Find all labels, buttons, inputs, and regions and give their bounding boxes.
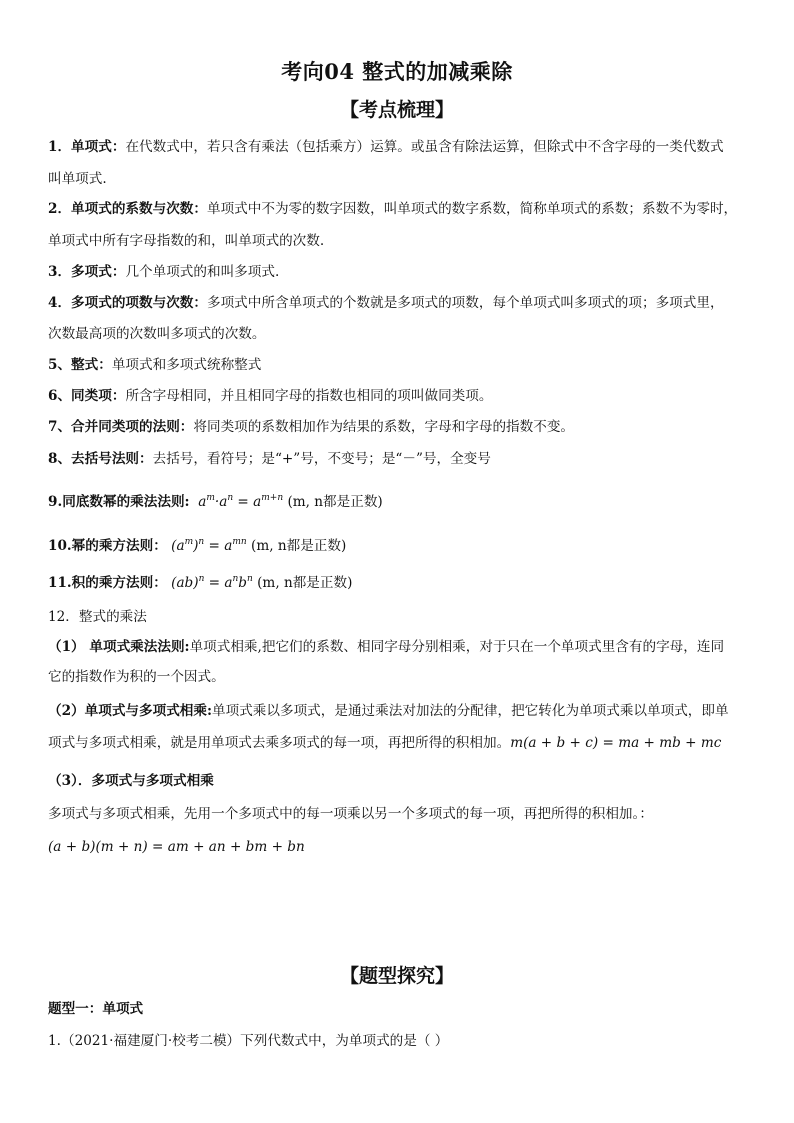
point-12-1-line-2: 它的指数作为积的一个因式。 [48, 669, 225, 685]
point-7-text: 将同类项的系数相加作为结果的系数，字母和字母的指数不变。 [193, 419, 575, 435]
point-9-label: 9.同底数幂的乘法法则: [48, 494, 190, 510]
point-9-condition: (m, n都是正数) [287, 494, 383, 510]
point-2-text: 单项式中不为零的数字因数，叫单项式的数字系数，简称单项式的系数；系数不为零时， [207, 201, 738, 217]
point-2-label: 2．单项式的系数与次数： [48, 201, 207, 217]
question-type-1-label: 题型一：单项式 [48, 1001, 144, 1017]
section-heading-key-points: 【考点梳理】 [339, 99, 454, 121]
point-12-1-label: （1） 单项式乘法法则: [48, 639, 190, 655]
point-11-condition: (m, n都是正数) [257, 575, 353, 591]
point-12-3-formula [48, 838, 758, 856]
point-3 [48, 263, 758, 281]
point-12-1-text: 单项式相乘,把它们的系数、相同字母分别相乘，对于只在一个单项式里含有的字母，连同 [189, 639, 725, 655]
point-12-heading: 12．整式的乘法 [48, 609, 147, 625]
point-9 [48, 489, 758, 511]
point-12-2-label: （2）单项式与多项式相乘: [48, 703, 213, 719]
point-11-label: 11.积的乘方法则： [48, 575, 167, 591]
point-2-line-1 [48, 200, 758, 218]
point-2-line-2: 单项式中所有字母指数的和，叫单项式的次数. [48, 233, 325, 249]
point-7-label: 7、合并同类项的法则： [48, 419, 194, 435]
point-8 [48, 450, 758, 468]
point-8-label: 8、去括号法则： [48, 451, 153, 467]
point-1-line-2: 叫单项式. [48, 171, 107, 187]
point-6-text: 所含字母相同，并且相同字母的指数也相同的项叫做同类项。 [125, 388, 493, 404]
point-6 [48, 387, 758, 405]
point-6-label: 6、同类项： [48, 388, 126, 404]
point-11 [48, 570, 758, 592]
point-1-text: 在代数式中，若只含有乘法（包括乘方）运算。或虽含有除法运算，但除式中不含字母的一类代数式 [125, 139, 724, 155]
point-1-label: 1．单项式： [48, 139, 126, 155]
point-8-text: 去括号，看符号；是“+”号，不变号；是“－”号，全变号 [152, 451, 491, 467]
point-5-label: 5、整式： [48, 357, 112, 373]
point-4-line-1 [48, 294, 758, 312]
point-3-label: 3．多项式： [48, 264, 126, 280]
poly-multiply-formula: (a + b)(m + n) = am + an + bm + bn [48, 839, 305, 855]
point-12-2-line-2 [48, 734, 758, 752]
point-12-2-line-1 [48, 702, 758, 720]
section-heading-question-types: 【题型探究】 [339, 965, 454, 987]
point-4-text: 多项式中所含单项式的个数就是多项式的项数，每个单项式叫多项式的项；多项式里， [207, 295, 724, 311]
point-12-3-line-1: 多项式与多项式相乘，先用一个多项式中的每一项乘以另一个多项式的每一项，再把所得的积相加。： [48, 806, 653, 822]
point-1-line-1 [48, 138, 758, 156]
point-12-1-line-1 [48, 638, 758, 656]
point-3-text: 几个单项式的和叫多项式. [125, 264, 280, 280]
point-5-text: 单项式和多项式统称整式 [111, 357, 262, 373]
point-12-3-label: （3）．多项式与多项式相乘 [48, 773, 214, 789]
point-4-label: 4．多项式的项数与次数： [48, 295, 207, 311]
point-12-2-formula: m(a + b + c) = ma + mb + mc [510, 735, 722, 751]
point-9-formula: $a^m\cdot a^n = a^{m+n}$ [193, 493, 284, 510]
point-5 [48, 356, 758, 374]
point-7 [48, 418, 758, 436]
page-title: 考向04 整式的加减乘除 [281, 59, 513, 84]
point-12-2-text: 单项式乘以多项式，是通过乘法对加法的分配律，把它转化为单项式乘以单项式，即单 [212, 703, 729, 719]
point-10-condition: (m, n都是正数) [251, 538, 347, 554]
point-11-formula: $(ab)^n = a^nb^n$ [171, 574, 253, 591]
point-12-3-heading [48, 772, 758, 790]
point-10-formula: $(a^m)^n = a^{mn}$ [171, 537, 247, 554]
point-4-line-2: 次数最高项的次数叫多项式的次数。 [48, 326, 266, 342]
point-10 [48, 533, 758, 555]
point-12-2-text-2: 项式与多项式相乘，就是用单项式去乘多项式的每一项，再把所得的积相加。 [48, 735, 511, 751]
question-1: 1.（2021·福建厦门·校考二模）下列代数式中，为单项式的是（ ） [48, 1033, 449, 1049]
question-type-1 [48, 1000, 758, 1018]
point-10-label: 10.幂的乘方法则： [48, 538, 167, 554]
